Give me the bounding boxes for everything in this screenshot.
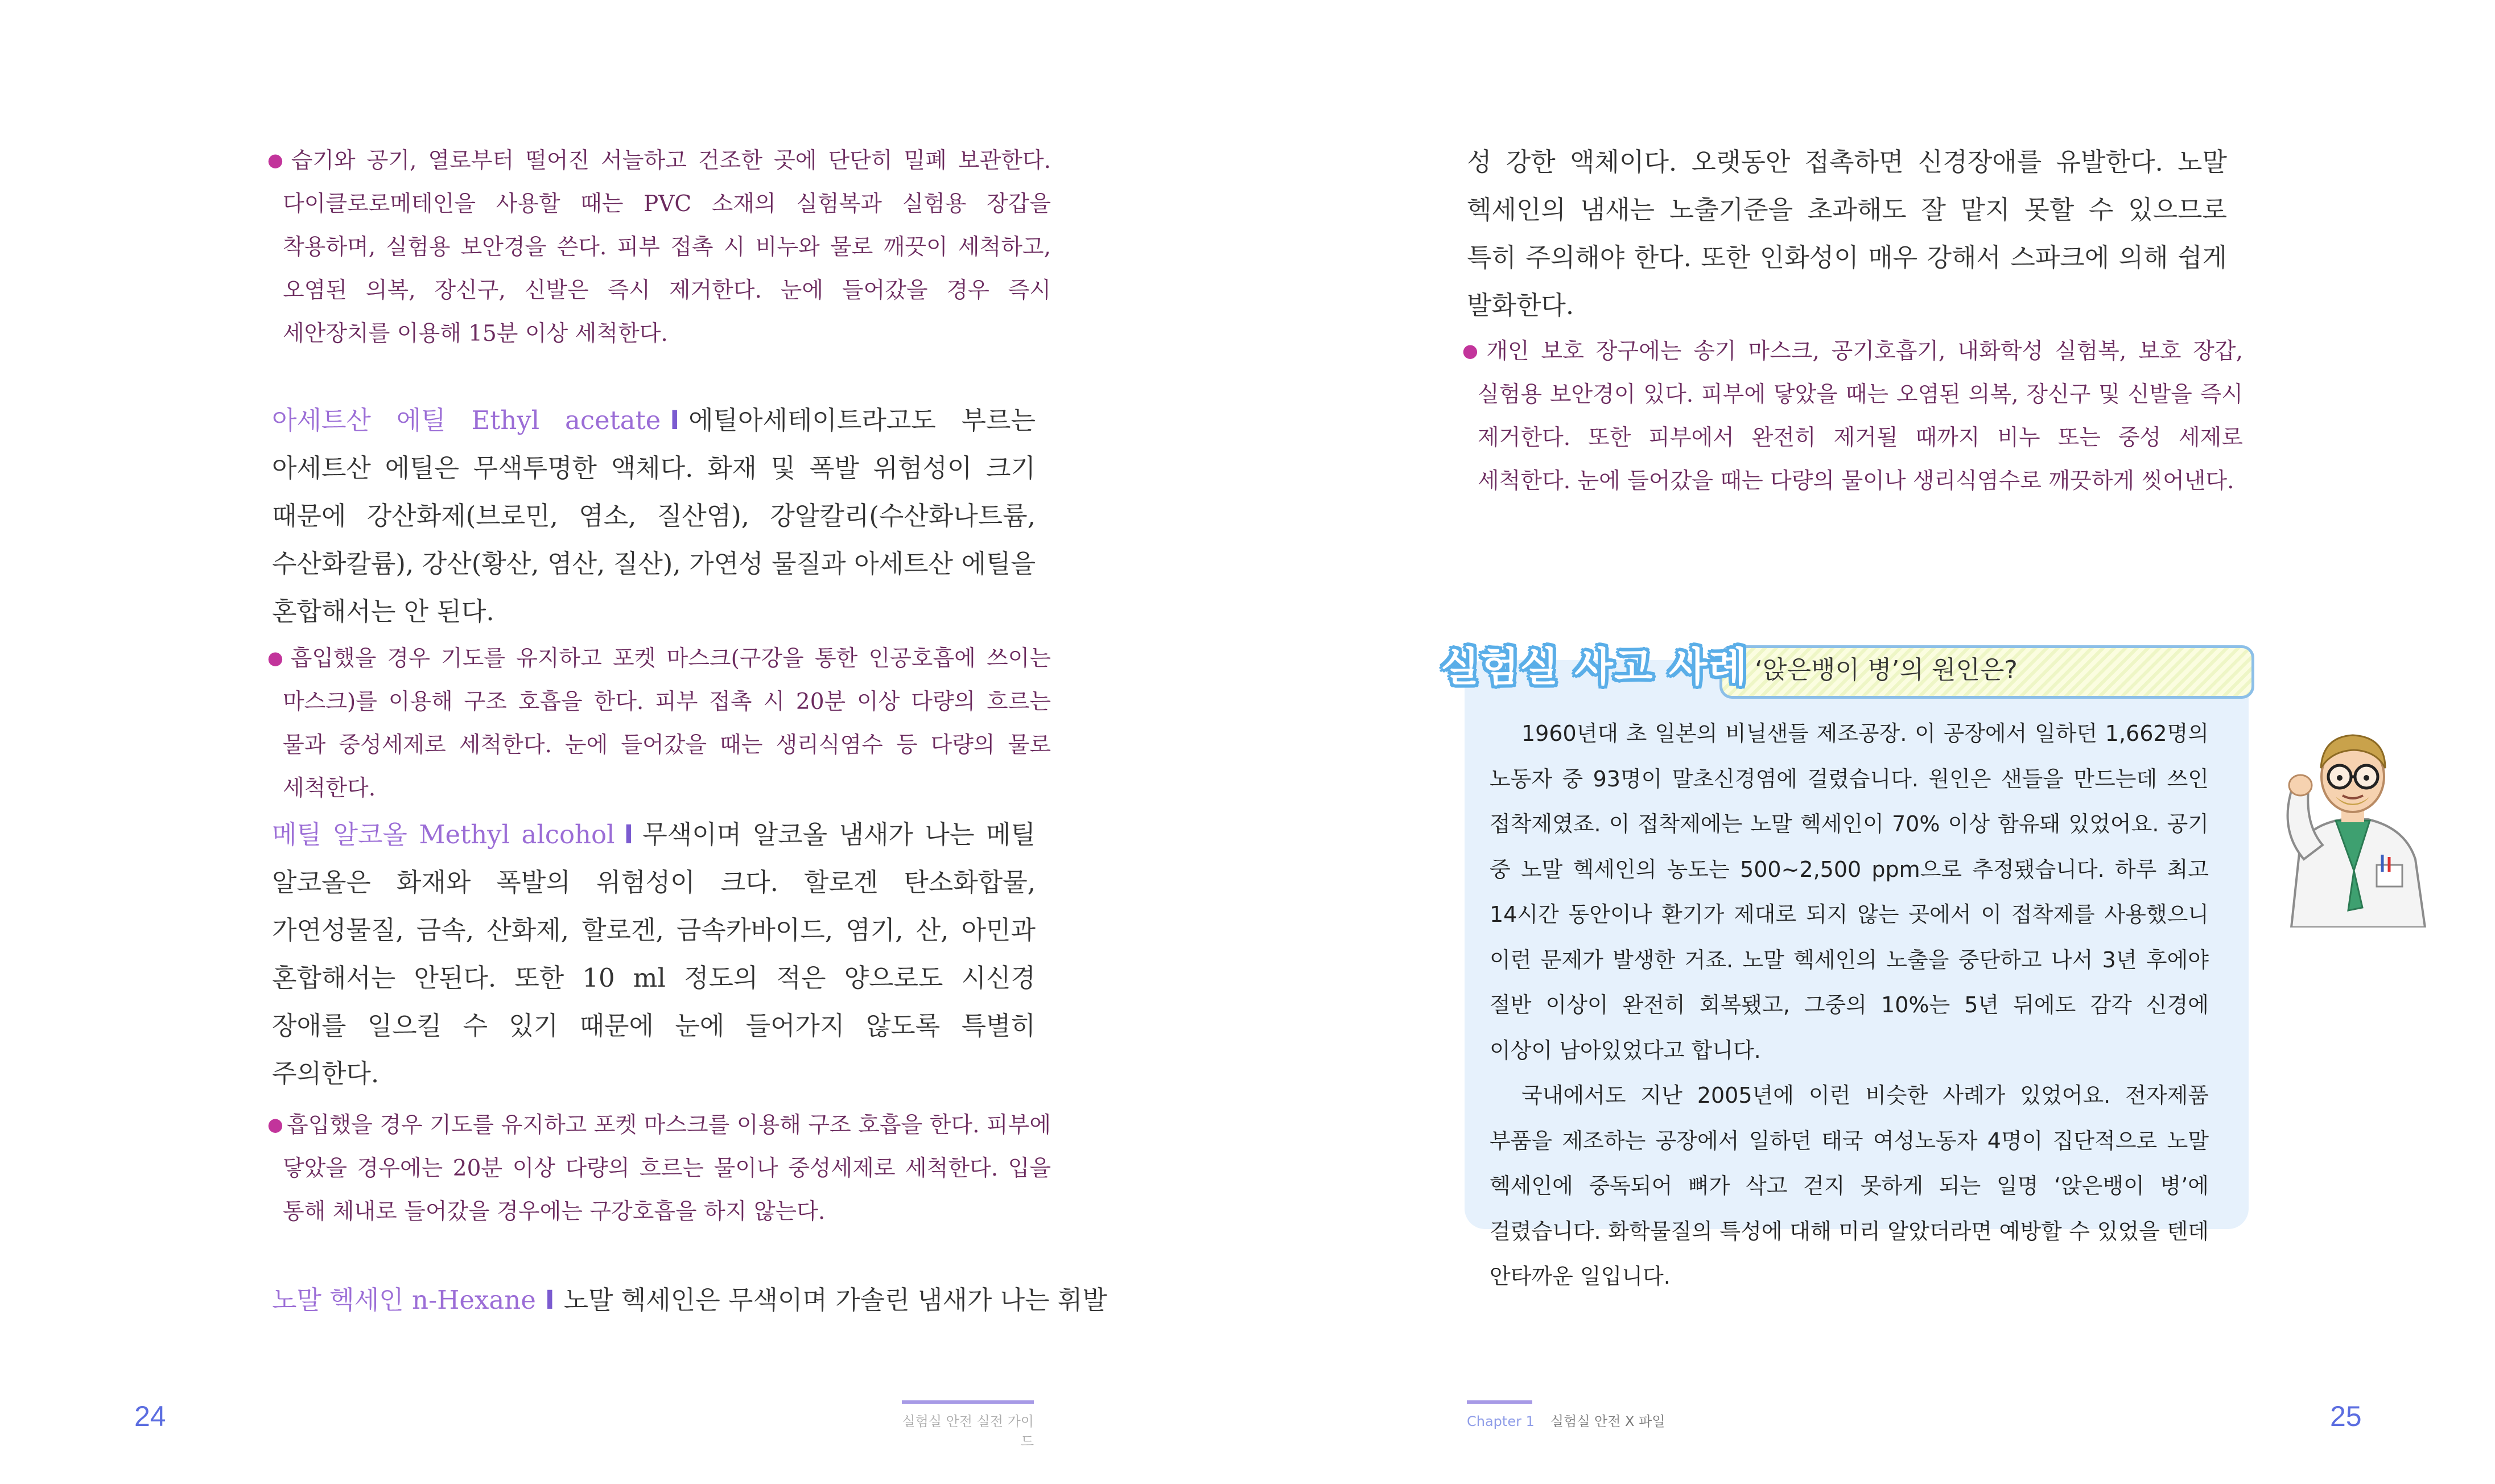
- page-number-right: 25: [2330, 1400, 2362, 1432]
- ethyl-acetate-section: [272, 397, 1036, 636]
- case-title: ‘앉은뱅이 병’의 원인은?: [1755, 656, 2018, 685]
- bullet-dot-icon: ●: [267, 647, 287, 669]
- bullet-dot-icon: ●: [267, 1114, 284, 1135]
- footer-rule-right: [1467, 1400, 1532, 1404]
- bullet-text: 개인 보호 장구에는 송기 마스크, 공기호흡기, 내화학성 실험복, 보호 장갑, 실험용 보안경이 있다. 피부에 닿았을 때는 오염된 의복, 장신구 및 신발을 즉시 제거한다. 또한 피부에서 완전히 제거될 때까지 비누 또는 중성 세제로 세척한다. 눈에 들어갔을 때는 다량의 물이나 생리식염수로 깨끗하게 씻어낸다.: [1478, 339, 2243, 494]
- left-bullet-storage: [267, 138, 1051, 356]
- separator-bar: I: [670, 405, 680, 435]
- bullet-text: 흡입했을 경우 기도를 유지하고 포켓 마스크(구강을 통한 인공호흡에 쓰이는 마스크)를 이용해 구조 호흡을 한다. 피부 접촉 시 20분 이상 다량의 흐르는 물과 중성세제로 세척한다. 눈에 들어갔을 때는 생리식염수 등 다량의 물로 세척한다.: [283, 646, 1051, 801]
- bullet-dot-icon: ●: [1462, 340, 1483, 361]
- left-page: [0, 0, 1247, 1484]
- footer-rule-left: [902, 1400, 1034, 1404]
- case-paragraph-2: 국내에서도 지난 2005년에 이런 비슷한 사례가 있었어요. 전자제품 부품을 제조하는 공장에서 일하던 태국 여성노동자 4명이 집단적으로 노말 헥세인에 중독되어 뼈가 삭고 걷지 못하게 되는 일명 ‘앉은뱅이 병’에 걸렸습니다. 화학물질의 특성에 대해 미리 알았더라면 예방할 수 있었을 텐데 안타까운 일입니다.: [1490, 1083, 2209, 1289]
- footer-book-title: 실험실 안전 실전 가이드: [902, 1413, 1034, 1449]
- chapter-label: Chapter 1: [1467, 1413, 1535, 1429]
- page-number-left: 24: [134, 1400, 166, 1432]
- left-bullet-ethyl-firstaid: [267, 636, 1051, 810]
- case-body: [1490, 711, 2209, 1300]
- separator-bar: I: [624, 819, 634, 850]
- left-bullet-methyl-firstaid: [267, 1103, 1051, 1234]
- right-bullet-protection: [1462, 329, 2243, 503]
- methyl-alcohol-term: 메틸 알코올 Methyl alcohol: [272, 819, 615, 850]
- bullet-text: 습기와 공기, 열로부터 떨어진 서늘하고 건조한 곳에 단단히 밀폐 보관한다. 다이클로로메테인을 사용할 때는 PVC 소재의 실험복과 실험용 장갑을 착용하며, 실험용 보안경을 쓴다. 피부 접촉 시 비누와 물로 깨끗이 세척하고, 오염된 의복, 장신구, 신발은 즉시 제거한다. 눈에 들어갔을 경우 즉시 세안장치를 이용해 15분 이상 세척한다.: [283, 148, 1051, 347]
- ethyl-acetate-term: 아세트산 에틸 Ethyl acetate: [272, 405, 661, 435]
- scientist-illustration: [2269, 723, 2434, 928]
- separator-bar: I: [545, 1285, 555, 1315]
- case-badge: 실험실 사고 사례: [1441, 644, 1748, 690]
- right-page: [1247, 0, 2495, 1484]
- ethyl-acetate-text: 에틸아세테이트라고도 부르는 아세트산 에틸은 무색투명한 액체다. 화재 및 폭발 위험성이 크기 때문에 강산화제(브로민, 염소, 질산염), 강알칼리(수산화나트륨, 수산화칼륨), 강산(황산, 염산, 질산), 가연성 물질과 아세트산 에틸을 혼합해서는 안 된다.: [272, 405, 1036, 626]
- methyl-alcohol-section: [272, 811, 1036, 1098]
- methyl-alcohol-text: 무색이며 알코올 냄새가 나는 메틸 알코올은 화재와 폭발의 위험성이 크다. 할로겐 탄소화합물, 가연성물질, 금속, 산화제, 할로겐, 금속카바이드, 염기, 산, 아민과 혼합해서는 안된다. 또한 10 ml 정도의 적은 양으로도 시신경 장애를 일으킬 수 있기 때문에 눈에 들어가지 않도록 특별히 주의한다.: [272, 819, 1036, 1089]
- bullet-text: 흡입했을 경우 기도를 유지하고 포켓 마스크를 이용해 구조 호흡을 한다. 피부에 닿았을 경우에는 20분 이상 다량의 흐르는 물이나 중성세제로 세척한다. 입을 통해 체내로 들어갔을 경우에는 구강호흡을 하지 않는다.: [283, 1112, 1051, 1225]
- n-hexane-section: [272, 1276, 1107, 1324]
- n-hexane-text: 노말 헥세인은 무색이며 가솔린 냄새가 나는 휘발: [563, 1285, 1107, 1315]
- chapter-title: 실험실 안전 X 파일: [1550, 1413, 1665, 1429]
- n-hexane-continuation: 성 강한 액체이다. 오랫동안 접촉하면 신경장애를 유발한다. 노말 헥세인의 냄새는 노출기준을 초과해도 잘 맡지 못할 수 있으므로 특히 주의해야 한다. 또한 인화성이 매우 강해서 스파크에 의해 쉽게 발화한다.: [1467, 147, 2227, 320]
- footer-chapter: [1467, 1410, 1665, 1430]
- bullet-dot-icon: ●: [267, 149, 288, 171]
- n-hexane-term: 노말 헥세인 n-Hexane: [272, 1285, 536, 1315]
- case-paragraph-1: 1960년대 초 일본의 비닐샌들 제조공장. 이 공장에서 일하던 1,662명의 노동자 중 93명이 말초신경염에 걸렸습니다. 원인은 샌들을 만드는데 쓰인 접착제였죠. 이 접착제에는 노말 헥세인이 70% 이상 함유돼 있었어요. 공기 중 노말 헥세인의 농도는 500~2,500 ppm으로 추정됐습니다. 하루 최고 14시간 동안이나 환기가 제대로 되지 않는 곳에서 이 접착제를 사용했으니 이런 문제가 발생한 거죠. 노말 헥세인의 노출을 중단하고 나서 3년 후에야 절반 이상이 완전히 회복됐고, 그중의 10%는 5년 뒤에도 감각 신경에 이상이 남아있었다고 합니다.: [1490, 721, 2209, 1063]
